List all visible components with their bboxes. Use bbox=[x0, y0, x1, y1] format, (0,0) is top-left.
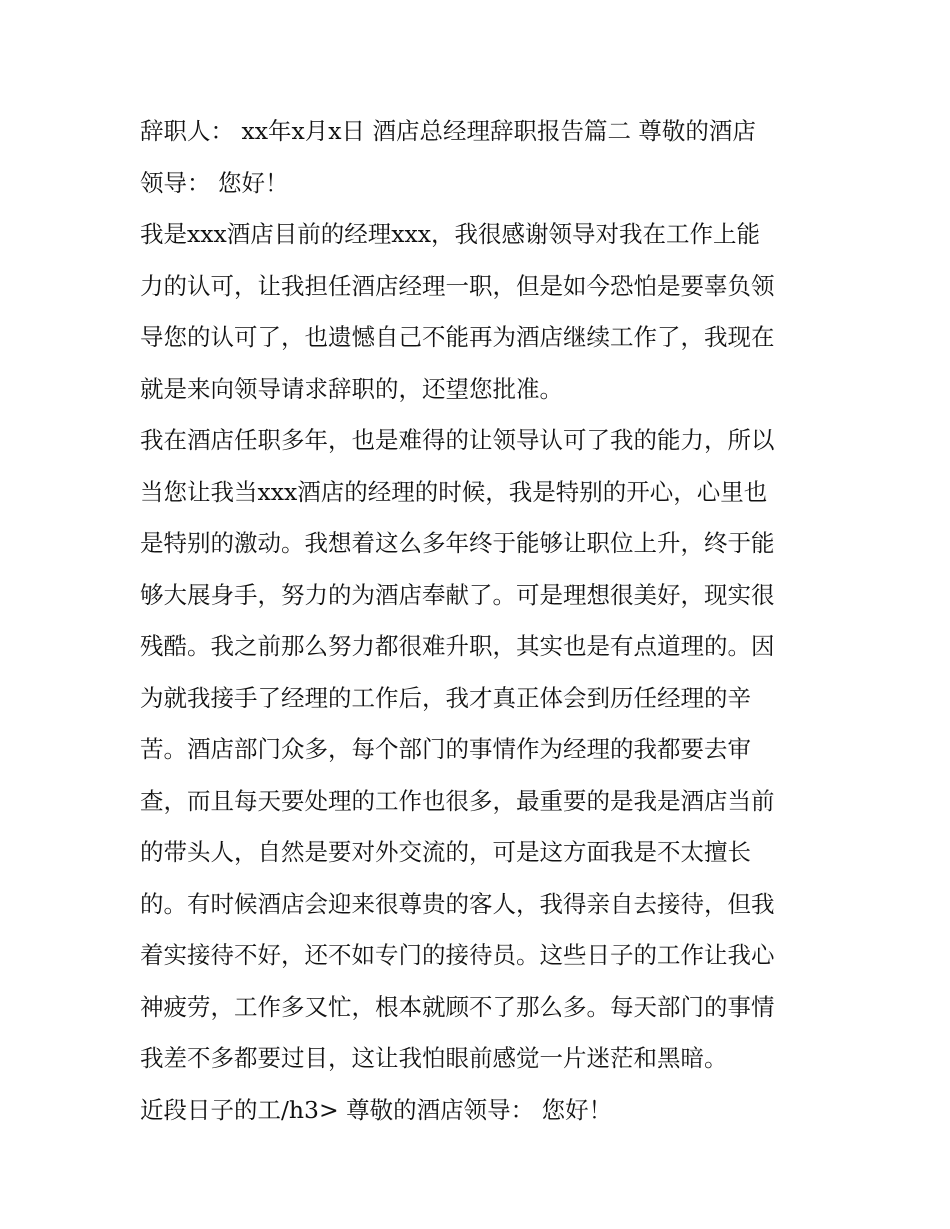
text-line: 近段日子的工/h3> 尊敬的酒店领导： 您好！ bbox=[140, 1095, 613, 1124]
text-line: 我差不多都要过目，这让我怕眼前感觉一片迷茫和黑暗。 bbox=[140, 1044, 728, 1072]
text-line: 够大展身手，努力的为酒店奉献了。可是理想很美好，现实很 bbox=[140, 580, 775, 609]
text-line: 的带头人，自然是要对外交流的，可是这方面我是不太擅长 bbox=[140, 838, 751, 866]
text-line: 导您的认可了，也遗憾自己不能再为酒店继续工作了，我现在 bbox=[140, 323, 775, 351]
text-line: 的。有时候酒店会迎来很尊贵的客人，我得亲自去接待，但我 bbox=[140, 889, 775, 918]
text-line: 我在酒店任职多年，也是难得的让领导认可了我的能力，所以 bbox=[140, 426, 775, 454]
text-line: 神疲劳，工作多又忙，根本就顾不了那么多。每天部门的事情 bbox=[140, 992, 775, 1021]
text-line: 苦。酒店部门众多，每个部门的事情作为经理的我都要去审 bbox=[140, 735, 751, 763]
text-line: 当您让我当xxx酒店的经理的时候，我是特别的开心，心里也 bbox=[140, 477, 768, 506]
document-body bbox=[140, 106, 815, 1136]
text-line: 力的认可，让我担任酒店经理一职，但是如今恐怕是要辜负领 bbox=[140, 271, 775, 300]
text-line: 就是来向领导请求辞职的，还望您批准。 bbox=[140, 374, 563, 403]
text-line: 残酷。我之前那么努力都很难升职，其实也是有点道理的。因 bbox=[140, 632, 775, 660]
text-line: 为就我接手了经理的工作后，我才真正体会到历任经理的辛 bbox=[140, 683, 751, 712]
text-line: 是特别的激动。我想着这么多年终于能够让职位上升，终于能 bbox=[140, 529, 775, 557]
text-line: 我是xxx酒店目前的经理xxx，我很感谢领导对我在工作上能 bbox=[140, 220, 761, 248]
text-line: 辞职人： xx年x月x日 酒店总经理辞职报告篇二 尊敬的酒店 bbox=[140, 117, 756, 145]
text-line: 着实接待不好，还不如专门的接待员。这些日子的工作让我心 bbox=[140, 941, 775, 969]
text-line: 领导： 您好！ bbox=[140, 168, 289, 197]
text-line: 查，而且每天要处理的工作也很多，最重要的是我是酒店当前 bbox=[140, 786, 775, 815]
